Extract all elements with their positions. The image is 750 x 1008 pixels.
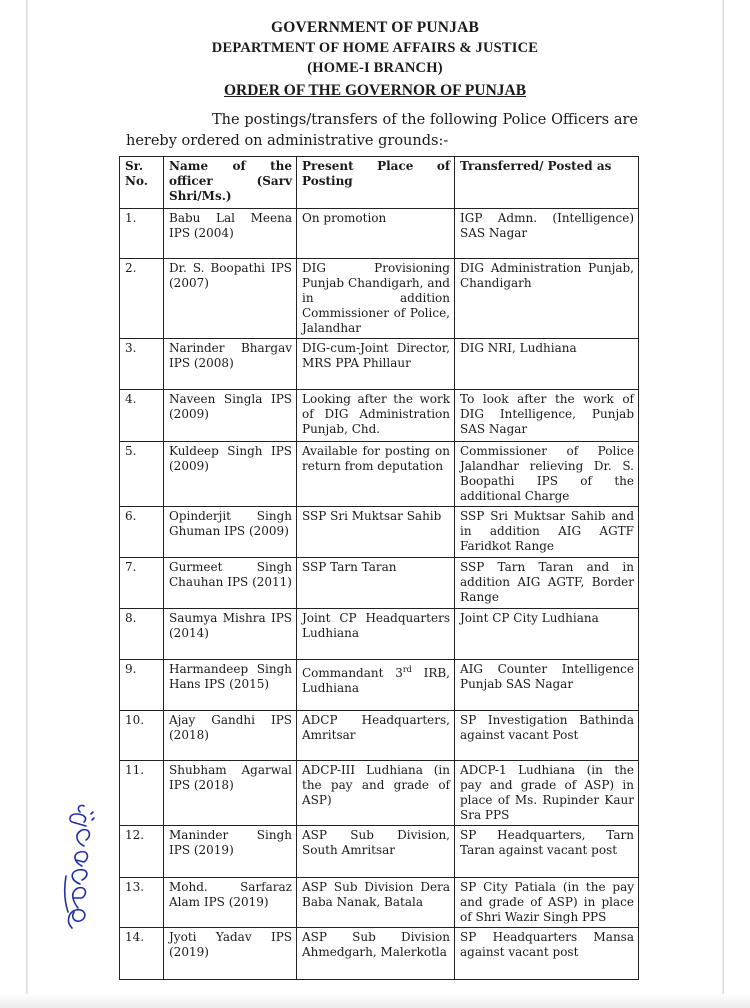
cell-transferred: IGP Admn. (Intelligence) SAS Nagar <box>455 209 639 259</box>
cell-transferred: Joint CP City Ludhiana <box>455 609 639 660</box>
cell-sr: 7. <box>120 558 164 609</box>
intro-line-2: hereby ordered on administrative grounds:- <box>126 133 449 149</box>
handwritten-signature-icon <box>58 800 108 940</box>
cell-sr: 13. <box>120 878 164 928</box>
cell-present: SSP Tarn Taran <box>297 558 455 609</box>
cell-present: SSP Sri Muktsar Sahib <box>297 507 455 558</box>
postings-table <box>119 156 639 980</box>
cell-transferred: SP City Patiala (in the pay and grade of ASP) in place of Shri Wazir Singh PPS <box>455 878 639 928</box>
cell-transferred: To look after the work of DIG Intelligence, Punjab SAS Nagar <box>455 390 639 442</box>
table-row <box>120 442 639 507</box>
cell-transferred: SP Headquarters Mansa against vacant post <box>455 928 639 980</box>
table-row <box>120 711 639 761</box>
cell-name: Gurmeet Singh Chauhan IPS (2011) <box>164 558 297 609</box>
cell-name: Harmandeep Singh Hans IPS (2015) <box>164 660 297 711</box>
cell-name: Jyoti Yadav IPS (2019) <box>164 928 297 980</box>
table-row <box>120 259 639 339</box>
cell-name: Naveen Singla IPS (2009) <box>164 390 297 442</box>
header-branch: (HOME-I BRANCH) <box>307 60 443 76</box>
header-transferred: Transferred/ Posted as <box>455 157 639 209</box>
intro-paragraph <box>126 110 638 152</box>
table-row <box>120 826 639 878</box>
cell-sr: 9. <box>120 660 164 711</box>
table-row <box>120 507 639 558</box>
cell-present: Available for posting on return from deputation <box>297 442 455 507</box>
page-shadow <box>0 994 750 1008</box>
cell-name: Opinderjit Singh Ghuman IPS (2009) <box>164 507 297 558</box>
cell-sr: 3. <box>120 339 164 390</box>
cell-present-text: Commandant 3 <box>302 666 403 680</box>
cell-sr: 10. <box>120 711 164 761</box>
cell-present: ADCP Headquarters, Amritsar <box>297 711 455 761</box>
cell-name: Babu Lal Meena IPS (2004) <box>164 209 297 259</box>
cell-name: Narinder Bhargav IPS (2008) <box>164 339 297 390</box>
table-row <box>120 339 639 390</box>
cell-present: ASP Sub Division, South Amritsar <box>297 826 455 878</box>
cell-transferred: Commissioner of Police Jalandhar relieving Dr. S. Boopathi IPS of the additional Charge <box>455 442 639 507</box>
cell-name: Shubham Agarwal IPS (2018) <box>164 761 297 826</box>
cell-name: Saumya Mishra IPS (2014) <box>164 609 297 660</box>
cell-sr: 14. <box>120 928 164 980</box>
cell-transferred: SSP Tarn Taran and in addition AIG AGTF, Border Range <box>455 558 639 609</box>
table-header-row <box>120 157 639 209</box>
cell-present: Joint CP Headquarters Ludhiana <box>297 609 455 660</box>
header-department: DEPARTMENT OF HOME AFFAIRS & JUSTICE <box>211 40 539 56</box>
cell-present-text: IRB, Ludhiana <box>302 666 450 695</box>
cell-name: Ajay Gandhi IPS (2018) <box>164 711 297 761</box>
cell-transferred: SP Headquarters, Tarn Taran against vacant post <box>455 826 639 878</box>
cell-sr: 5. <box>120 442 164 507</box>
cell-sr: 4. <box>120 390 164 442</box>
cell-transferred: ADCP-1 Ludhiana (in the pay and grade of ASP) in place of Ms. Rupinder Kaur Sra PPS <box>455 761 639 826</box>
header-government: GOVERNMENT OF PUNJAB <box>270 19 480 36</box>
cell-present: On promotion <box>297 209 455 259</box>
cell-sr: 2. <box>120 259 164 339</box>
cell-sr: 8. <box>120 609 164 660</box>
cell-transferred: SSP Sri Muktsar Sahib and in addition AIG AGTF Faridkot Range <box>455 507 639 558</box>
cell-transferred: DIG NRI, Ludhiana <box>455 339 639 390</box>
cell-present: DIG Provisioning Punjab Chandigarh, and in addition Commissioner of Police, Jalandhar <box>297 259 455 339</box>
table-row <box>120 660 639 711</box>
cell-name: Maninder Singh IPS (2019) <box>164 826 297 878</box>
table-row <box>120 209 639 259</box>
cell-present: ADCP-III Ludhiana (in the pay and grade of ASP) <box>297 761 455 826</box>
page-edge-right <box>722 0 724 1008</box>
table-row <box>120 558 639 609</box>
table-row <box>120 390 639 442</box>
cell-sr: 11. <box>120 761 164 826</box>
table-row <box>120 609 639 660</box>
cell-present: Looking after the work of DIG Administration Punjab, Chd. <box>297 390 455 442</box>
cell-transferred: DIG Administration Punjab, Chandigarh <box>455 259 639 339</box>
cell-sr: 1. <box>120 209 164 259</box>
cell-sr: 6. <box>120 507 164 558</box>
ordinal-suffix: rd <box>402 665 412 674</box>
document-header <box>0 18 750 78</box>
table-row <box>120 878 639 928</box>
cell-name: Mohd. Sarfaraz Alam IPS (2019) <box>164 878 297 928</box>
page-edge-left <box>26 0 28 1008</box>
header-sr-no: Sr. No. <box>120 157 164 209</box>
cell-present: ASP Sub Division Dera Baba Nanak, Batala <box>297 878 455 928</box>
cell-sr: 12. <box>120 826 164 878</box>
cell-transferred: SP Investigation Bathinda against vacant Post <box>455 711 639 761</box>
cell-name: Dr. S. Boopathi IPS (2007) <box>164 259 297 339</box>
order-title: ORDER OF THE GOVERNOR OF PUNJAB <box>223 82 527 99</box>
cell-transferred: AIG Counter Intelligence Punjab SAS Nagar <box>455 660 639 711</box>
table-row <box>120 761 639 826</box>
cell-present: DIG-cum-Joint Director, MRS PPA Phillaur <box>297 339 455 390</box>
signature-graphic <box>58 800 108 940</box>
cell-present <box>297 660 455 711</box>
intro-line-1: The postings/transfers of the following Police Officers are <box>212 112 638 128</box>
cell-name: Kuldeep Singh IPS (2009) <box>164 442 297 507</box>
cell-present: ASP Sub Division Ahmedgarh, Malerkotla <box>297 928 455 980</box>
table-row <box>120 928 639 980</box>
header-present: Present Place of Posting <box>297 157 455 209</box>
header-name: Name of the officer (Sarv Shri/Ms.) <box>164 157 297 209</box>
